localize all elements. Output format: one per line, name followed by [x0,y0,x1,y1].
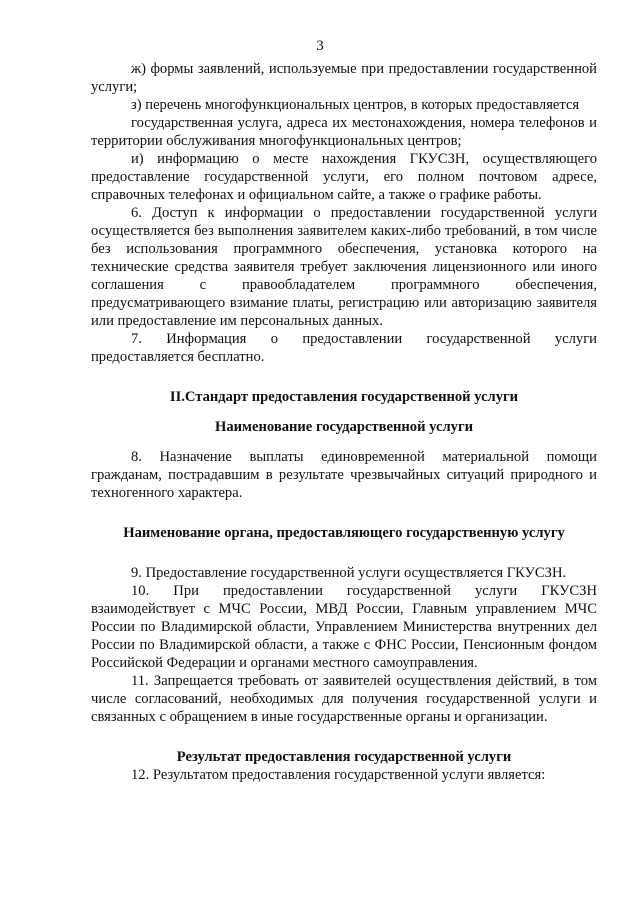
paragraph-8: 8. Назначение выплаты единовременной материальной помощи гражданам, пострадавшим в результате чрезвычайных ситуаций природного и техногенного характера. [91,449,597,501]
paragraph-10: 10. При предоставлении государственной услуги ГКУСЗН взаимодействует с МЧС России, МВД России, Главным управлением МЧС России по Владимирской области, Управлением Министерства внутренних дел России по Владимирской области, а также с ФНС России, Пенсионным фондом Российской Федерации и органами местного самоуправления. [91,583,597,671]
section-title: II.Стандарт предоставления государственной услуги [169,389,519,405]
paragraph-i: и) информацию о месте нахождения ГКУСЗН, осуществляющего предоставление государственной услуги, его полном почтовом адресе, справочных телефонах и официальном сайте, а также о графике работы. [91,151,597,203]
paragraph-z-continued: государственная услуга, адреса их местонахождения, номера телефонов и территории обслуживания многофункциональных центров; [91,115,597,149]
document-body [91,60,597,784]
paragraph-11: 11. Запрещается требовать от заявителей осуществления действий, в том числе согласований, необходимых для получения государственной услуги и связанных с обращением в иные государственные органы и организации. [91,673,597,725]
paragraph-6: 6. Доступ к информации о предоставлении государственной услуги осуществляется без выполнения заявителем каких-либо требований, в том числе без использования программного обеспечения, установка которого на технические средства заявителя требует заключения лицензионного или иного соглашения с правообладателем программного обеспечения, предусматривающего взимание платы, регистрацию или авторизацию заявителя или предоставление им персональных данных. [91,205,597,329]
paragraph-zh: ж) формы заявлений, используемые при предоставлении государственной услуги; [91,61,597,95]
paragraph-9: 9. Предоставление государственной услуги осуществляется ГКУСЗН. [131,565,567,581]
subheading-result: Результат предоставления государственной услуги [176,749,512,765]
subheading-service-name: Наименование государственной услуги [215,419,473,435]
page-number: 3 [316,38,324,54]
paragraph-7: 7. Информация о предоставлении государственной услуги предоставляется бесплатно. [91,331,597,365]
paragraph-12: 12. Результатом предоставления государственной услуги является: [131,767,546,783]
subheading-authority: Наименование органа, предоставляющего государственную услугу [123,525,565,541]
paragraph-z: з) перечень многофункциональных центров, в которых предоставляется [131,97,580,113]
